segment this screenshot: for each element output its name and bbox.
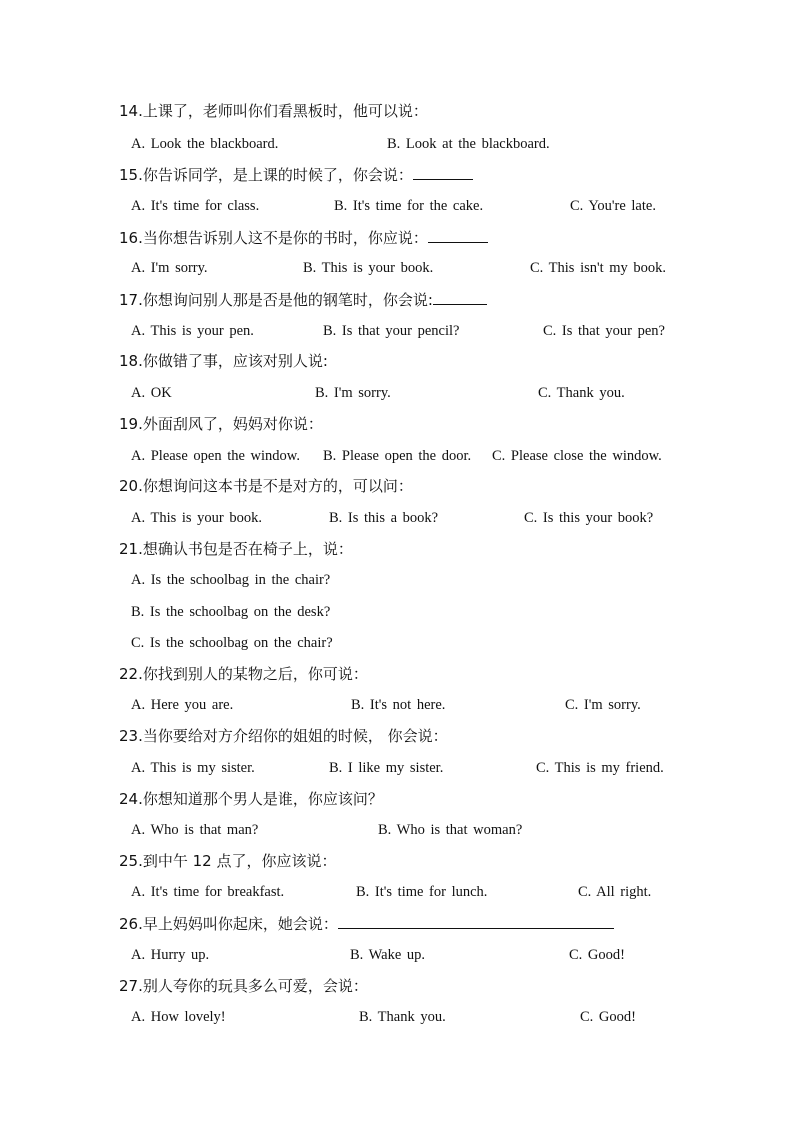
question-27-option-c: C. Good! (580, 1009, 636, 1025)
question-25-option-a: A. It's time for breakfast. (131, 884, 285, 900)
question-24-stem: 24.你想知道那个男人是谁，你应该问？ (119, 790, 383, 808)
question-19-option-c: C. Please close the window. (492, 448, 662, 464)
question-18-option-c: C. Thank you. (538, 385, 625, 401)
question-17-stem: 17.你想询问别人那是否是他的钢笔时，你会说: (119, 291, 433, 309)
question-25-stem: 25.到中午 12 点了，你应该说： (119, 852, 337, 870)
question-24-option-a: A. Who is that man? (131, 822, 259, 838)
question-20-stem: 20.你想询问这本书是不是对方的，可以问： (119, 477, 413, 495)
question-17-row (119, 290, 487, 309)
question-27-option-b: B. Thank you. (359, 1009, 446, 1025)
question-16-row (119, 228, 488, 247)
question-26-stem: 26.早上妈妈叫你起床，她会说： (119, 915, 338, 933)
question-19-option-a: A. Please open the window. (131, 448, 300, 464)
question-17-option-b: B. Is that your pencil? (323, 323, 460, 339)
question-26-option-a: A. Hurry up. (131, 947, 210, 963)
question-16-option-b: B. This is your book. (303, 260, 434, 276)
answer-blank (413, 165, 473, 180)
question-26-option-c: C. Good! (569, 947, 625, 963)
question-21-stem: 21.想确认书包是否在椅子上，说： (119, 540, 353, 558)
question-16-option-a: A. I'm sorry. (131, 260, 208, 276)
question-23-option-a: A. This is my sister. (131, 760, 255, 776)
question-23-option-c: C. This is my friend. (536, 760, 664, 776)
question-23-option-b: B. I like my sister. (329, 760, 444, 776)
question-22-option-a: A. Here you are. (131, 697, 234, 713)
question-19-option-b: B. Please open the door. (323, 448, 472, 464)
question-15-option-a: A. It's time for class. (131, 198, 260, 214)
question-14-stem: 14.上课了，老师叫你们看黑板时，他可以说： (119, 102, 428, 120)
question-18-option-a: A. OK (131, 385, 172, 401)
question-22-option-b: B. It's not here. (351, 697, 446, 713)
question-27-stem: 27.别人夸你的玩具多么可爱，会说： (119, 977, 368, 995)
answer-blank (428, 228, 488, 243)
question-17-option-a: A. This is your pen. (131, 323, 254, 339)
question-22-stem: 22.你找到别人的某物之后，你可说： (119, 665, 368, 683)
question-21-option-b: B. Is the schoolbag on the desk? (131, 604, 331, 620)
question-24-option-b: B. Who is that woman? (378, 822, 523, 838)
question-14-option-b: B. Look at the blackboard. (387, 136, 550, 152)
question-25-option-c: C. All right. (578, 884, 652, 900)
question-21-option-c: C. Is the schoolbag on the chair? (131, 635, 333, 651)
question-15-stem: 15.你告诉同学，是上课的时候了，你会说： (119, 166, 413, 184)
question-15-row (119, 165, 473, 184)
question-14-option-a: A. Look the blackboard. (131, 136, 279, 152)
question-26-option-b: B. Wake up. (350, 947, 426, 963)
question-20-option-a: A. This is your book. (131, 510, 262, 526)
question-26-row (119, 914, 614, 933)
question-17-option-c: C. Is that your pen? (543, 323, 665, 339)
question-19-stem: 19.外面刮风了，妈妈对你说： (119, 415, 323, 433)
question-15-option-c: C. You're late. (570, 198, 656, 214)
question-23-stem: 23.当你要给对方介绍你的姐姐的时候， 你会说： (119, 727, 448, 745)
question-20-option-b: B. Is this a book? (329, 510, 439, 526)
question-20-option-c: C. Is this your book? (524, 510, 654, 526)
answer-blank (433, 290, 487, 305)
question-21-option-a: A. Is the schoolbag in the chair? (131, 572, 331, 588)
question-18-option-b: B. I'm sorry. (315, 385, 391, 401)
answer-blank (338, 914, 614, 929)
question-27-option-a: A. How lovely! (131, 1009, 226, 1025)
question-16-option-c: C. This isn't my book. (530, 260, 667, 276)
question-25-option-b: B. It's time for lunch. (356, 884, 488, 900)
question-18-stem: 18.你做错了事，应该对别人说: (119, 352, 328, 370)
question-16-stem: 16.当你想告诉别人这不是你的书时，你应说： (119, 229, 428, 247)
question-15-option-b: B. It's time for the cake. (334, 198, 484, 214)
question-22-option-c: C. I'm sorry. (565, 697, 641, 713)
